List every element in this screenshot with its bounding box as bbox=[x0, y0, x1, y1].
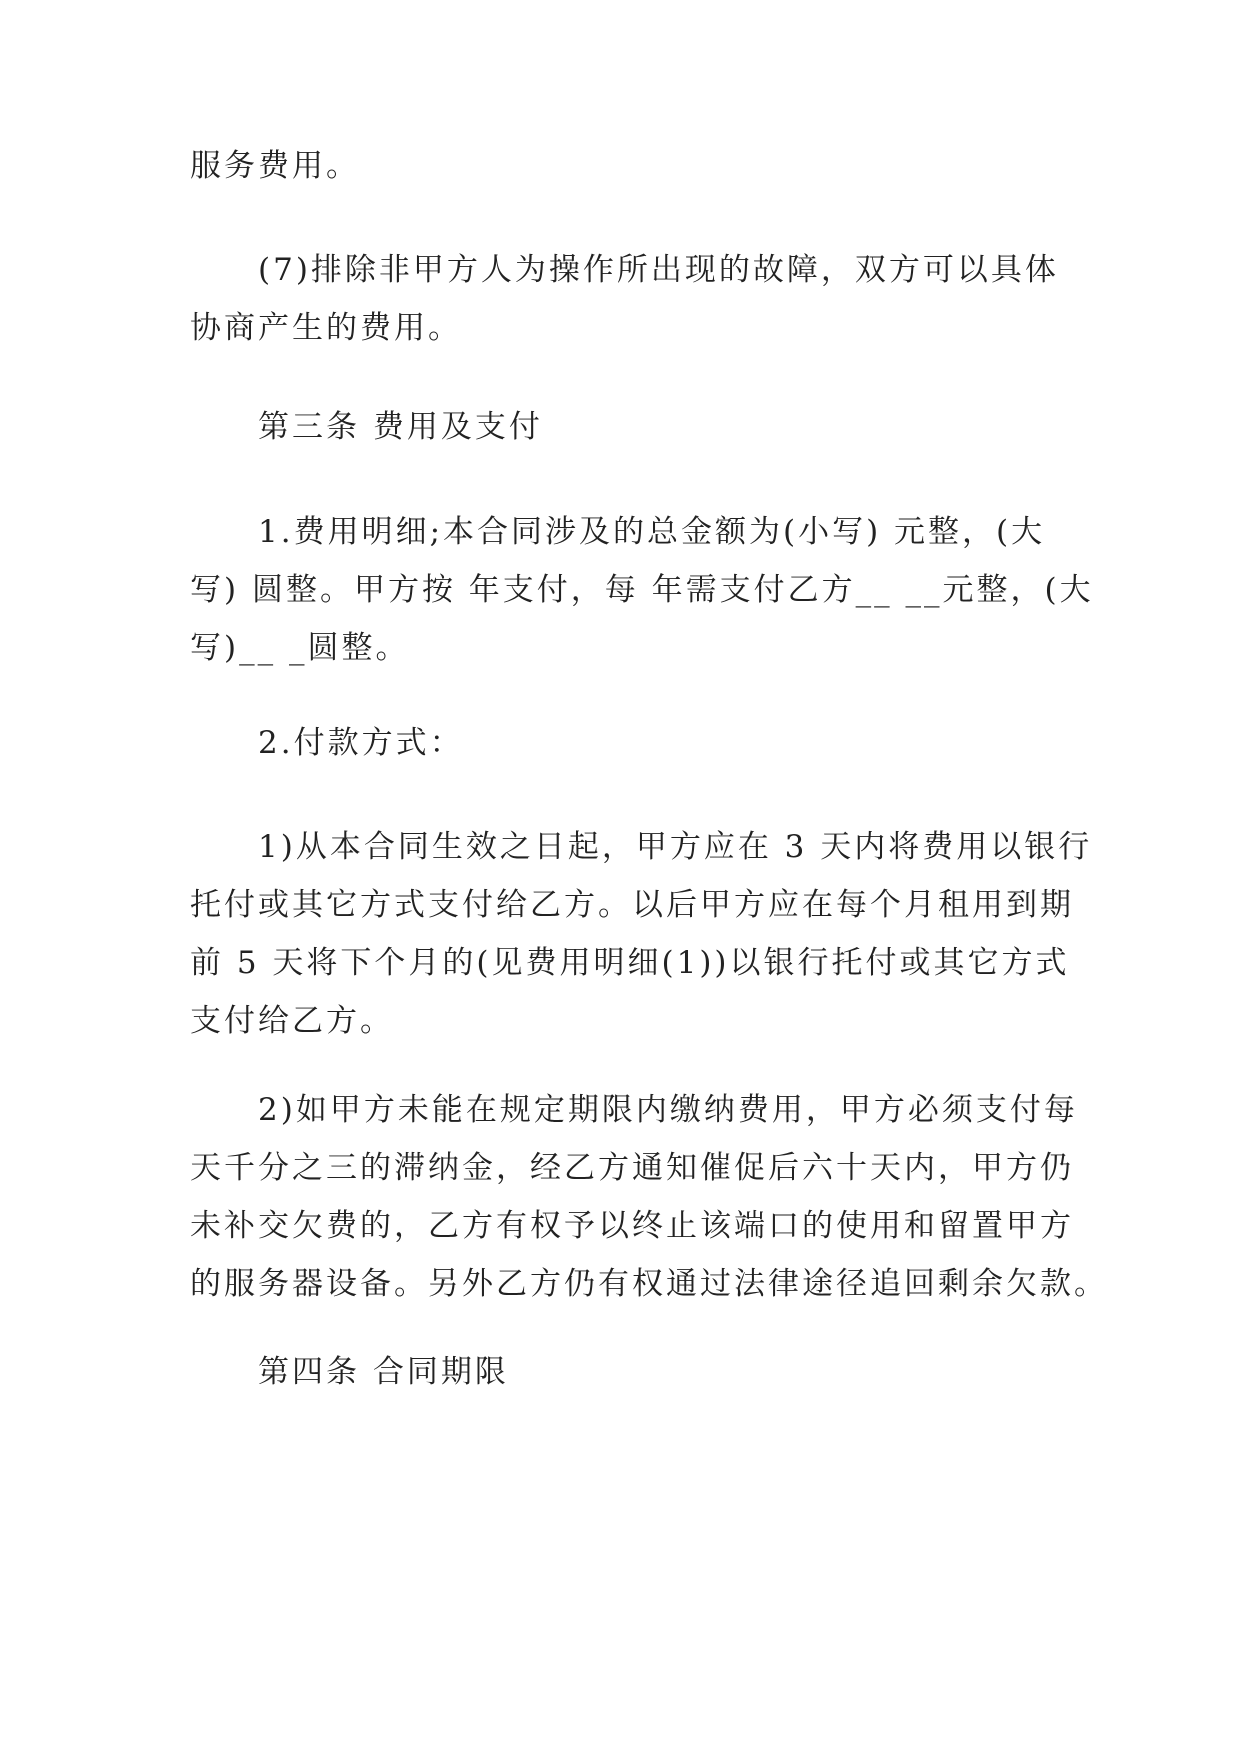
text-line: 写)__ _圆整。 bbox=[190, 630, 410, 666]
paragraph-payment-method bbox=[190, 714, 1060, 772]
text-line: 前 5 天将下个月的(见费用明细(1))以银行托付或其它方式 bbox=[190, 945, 1070, 981]
paragraph-service-fee-tail bbox=[190, 137, 1060, 195]
text-line: 写) 圆整。甲方按 年支付，每 年需支付乙方__ __元整，(大 bbox=[190, 572, 1094, 608]
paragraph-payment-item-2 bbox=[190, 1081, 1108, 1313]
text-line: 天千分之三的滞纳金，经乙方通知催促后六十天内，甲方仍 bbox=[190, 1150, 1074, 1186]
text-line: 服务费用。 bbox=[190, 148, 360, 184]
text-line: 未补交欠费的，乙方有权予以终止该端口的使用和留置甲方 bbox=[190, 1208, 1074, 1244]
text-line: 第四条 合同期限 bbox=[190, 1354, 509, 1390]
text-line: 托付或其它方式支付给乙方。以后甲方应在每个月租用到期 bbox=[190, 887, 1074, 923]
paragraph-item-7 bbox=[190, 241, 1060, 357]
section-heading-article-3 bbox=[190, 398, 1060, 456]
text-line: 第三条 费用及支付 bbox=[190, 409, 543, 445]
text-line: 支付给乙方。 bbox=[190, 1003, 394, 1039]
text-line: 的服务器设备。另外乙方仍有权通过法律途径追回剩余欠款。 bbox=[190, 1266, 1108, 1302]
text-line: 1.费用明细;本合同涉及的总金额为(小写) 元整，(大 bbox=[190, 514, 1046, 550]
text-line: 1)从本合同生效之日起，甲方应在 3 天内将费用以银行 bbox=[190, 829, 1093, 865]
text-line: 2.付款方式： bbox=[190, 725, 464, 761]
paragraph-payment-item-1 bbox=[190, 818, 1093, 1050]
paragraph-fee-details bbox=[190, 503, 1094, 677]
section-heading-article-4 bbox=[190, 1343, 1060, 1401]
text-line: 2)如甲方未能在规定期限内缴纳费用，甲方必须支付每 bbox=[190, 1092, 1078, 1128]
text-line: (7)排除非甲方人为操作所出现的故障，双方可以具体 bbox=[190, 252, 1059, 288]
text-line: 协商产生的费用。 bbox=[190, 310, 462, 346]
